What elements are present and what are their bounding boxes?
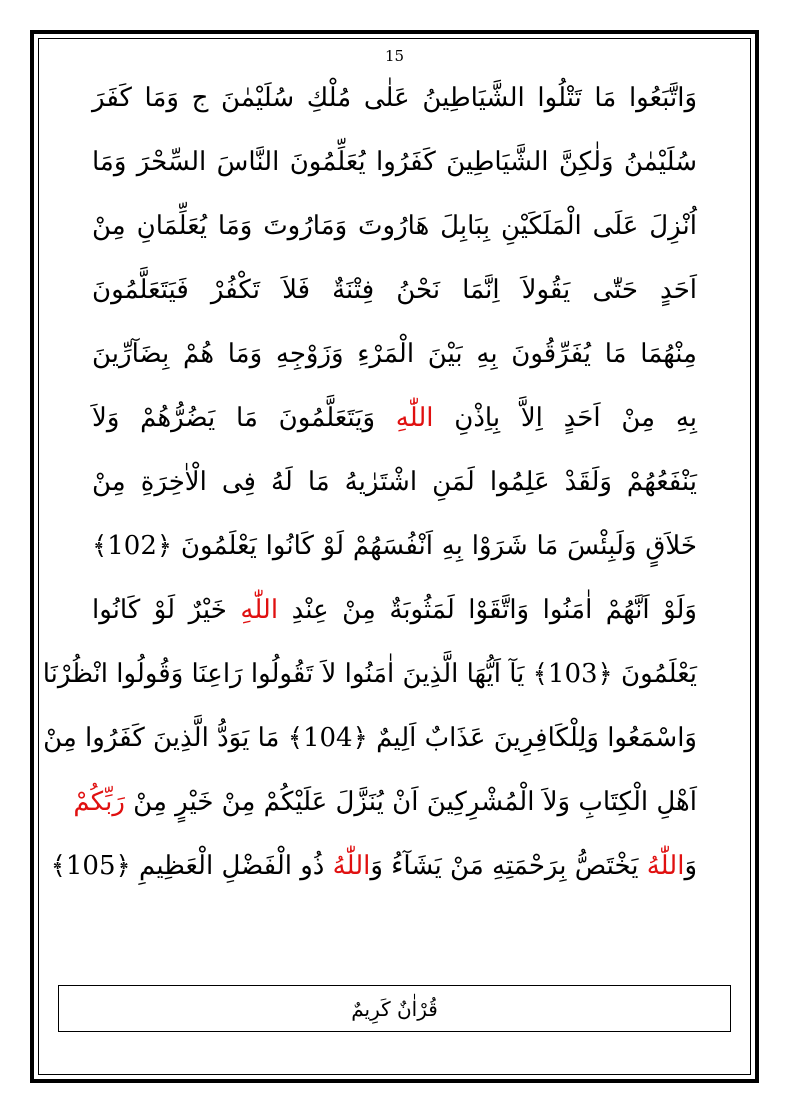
verse-text: اَحَدٍ حَتّٰى يَقُولاَ اِنَّمَا نَحْنُ فِتْنَةٌ فَلاَ تَكْفُرْ فَيَتَعَلَّمُونَ	[92, 275, 697, 305]
verse-text: مِنْهُمَا مَا يُفَرِّقُونَ بِهِ بَيْنَ الْمَرْءِ وَزَوْجِهِ وَمَا هُمْ بِضَآرِّينَ	[92, 339, 697, 369]
divine-name-highlight: اللّٰهِ	[240, 595, 279, 625]
verse-text: بِهِ مِنْ اَحَدٍ اِلاَّ بِاِذْنِ	[433, 403, 697, 433]
page-number: 15	[384, 47, 405, 65]
footer-box	[58, 985, 731, 1032]
verse-line	[92, 194, 697, 258]
verse-line	[92, 514, 697, 578]
verse-line	[92, 130, 697, 194]
verse-line	[92, 322, 697, 386]
divine-name-highlight: اللّٰهِ	[395, 403, 434, 433]
verse-line	[92, 450, 697, 514]
verse-line	[92, 258, 697, 322]
verse-text: خَيْرٌ لَوْ كَانُوا	[92, 595, 241, 625]
divine-name-highlight: رَبِّكُمْ	[73, 787, 125, 817]
footer-title: قُرْاٰنٌ كَرِيمٌ	[351, 996, 438, 1021]
verse-text: وَاسْمَعُوا وَلِلْكَافِرِينَ عَذَابٌ اَلِيمٌ ﴿104﴾ مَا يَوَدُّ الَّذِينَ كَفَرُوا مِنْ	[43, 723, 697, 753]
verse-text: يَعْلَمُونَ ﴿103﴾ يَآ اَيُّهَا الَّذِينَ اٰمَنُوا لاَ تَقُولُوا رَاعِنَا وَقُولُوا انْظُرْنَا	[42, 659, 697, 689]
verse-text-block	[42, 66, 697, 898]
verse-text: اَهْلِ الْكِتَابِ وَلاَ الْمُشْرِكِينَ اَنْ يُنَزَّلَ عَلَيْكُمْ مِنْ خَيْرٍ مِنْ	[124, 787, 697, 817]
verse-line	[42, 642, 697, 706]
verse-line	[73, 770, 697, 834]
verse-text: وَ	[684, 851, 697, 881]
verse-text: سُلَيْمٰنُ وَلٰكِنَّ الشَّيَاطِينَ كَفَرُوا يُعَلِّمُونَ النَّاسَ السِّحْرَ وَمَا	[92, 147, 697, 177]
verse-line	[92, 66, 697, 130]
verse-line	[92, 578, 697, 642]
verse-text: وَاتَّبَعُوا مَا تَتْلُوا الشَّيَاطِينُ عَلٰى مُلْكِ سُلَيْمٰنَ ج وَمَا كَفَرَ	[92, 83, 697, 113]
verse-text: يَنْفَعُهُمْ وَلَقَدْ عَلِمُوا لَمَنِ اشْتَرٰيهُ مَا لَهُ فِى الْاٰخِرَةِ مِنْ	[92, 467, 697, 497]
verse-line	[43, 706, 697, 770]
verse-text: ذُو الْفَضْلِ الْعَظِيمِ ﴿105﴾	[50, 851, 333, 881]
verse-line	[92, 386, 697, 450]
verse-text: خَلاَقٍ وَلَبِئْسَ مَا شَرَوْا بِهِ اَنْفُسَهُمْ لَوْ كَانُوا يَعْلَمُونَ ﴿102﴾	[92, 531, 697, 561]
divine-name-highlight: اللّٰهُ	[646, 851, 685, 881]
verse-text: وَلَوْ اَنَّهُمْ اٰمَنُوا وَاتَّقَوْا لَمَثُوبَةٌ مِنْ عِنْدِ	[278, 595, 697, 625]
divine-name-highlight: اللّٰهُ	[332, 851, 371, 881]
verse-text: اُنْزِلَ عَلَى الْمَلَكَيْنِ بِبَابِلَ هَارُوتَ وَمَارُوتَ وَمَا يُعَلِّمَانِ مِنْ	[92, 211, 697, 241]
verse-text: وَيَتَعَلَّمُونَ مَا يَضُرُّهُمْ وَلاَ	[92, 403, 396, 433]
verse-text: يَخْتَصُّ بِرَحْمَتِهِ مَنْ يَشَآءُ وَ	[370, 851, 647, 881]
verse-line	[50, 834, 697, 898]
